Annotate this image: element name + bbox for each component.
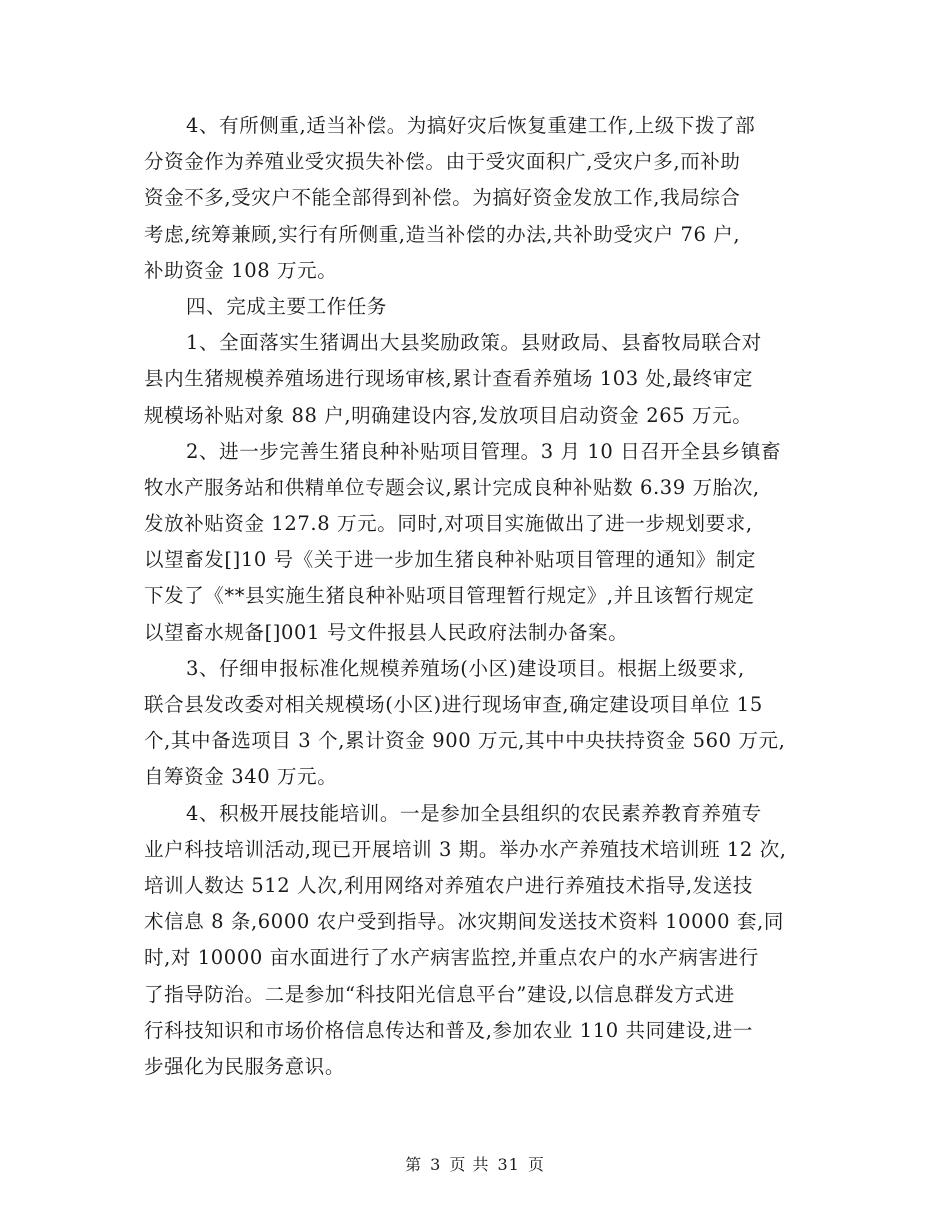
text-line: 3、仔细申报标准化规模养殖场(小区)建设项目。根据上级要求, (186, 656, 745, 680)
text-line: 步强化为民服务意识。 (144, 1054, 346, 1078)
text-line: 术信息 8 条,6000 农户受到指导。冰灾期间发送技术资料 10000 套,同 (144, 910, 784, 934)
page-number: 3 (430, 1155, 442, 1174)
text-line: 行科技知识和市场价格信息传达和普及,参加农业 110 共同建设,进一 (144, 1018, 753, 1042)
text-line: 发放补贴资金 127.8 万元。同时,对项目实施做出了进一步规划要求, (144, 512, 753, 536)
footer-prefix: 第 (405, 1155, 423, 1174)
text-line: 培训人数达 512 人次,利用网络对养殖农户进行养殖技术指导,发送技 (144, 873, 753, 897)
paragraph-breed-subsidy (144, 434, 804, 651)
paragraph-standard-farm (144, 651, 804, 796)
paragraph-training (144, 796, 804, 1086)
footer-mid: 页 共 (449, 1155, 490, 1174)
text-line: 补助资金 108 万元。 (144, 258, 338, 282)
total-pages: 31 (497, 1155, 520, 1174)
section-heading (144, 289, 804, 325)
text-line: 考虑,统筹兼顾,实行有所侧重,造当补偿的办法,共补助受灾户 76 户, (144, 222, 741, 246)
footer-suffix: 页 (527, 1155, 545, 1174)
document-body (144, 108, 804, 1085)
text-line: 以望畜水规备[]001 号文件报县人民政府法制办备案。 (144, 620, 629, 644)
text-line: 个,其中备选项目 3 个,累计资金 900 万元,其中中央扶持资金 560 万元, (144, 729, 786, 753)
text-line: 牧水产服务站和供精单位专题会议,累计完成良种补贴数 6.39 万胎次, (144, 475, 760, 499)
text-line: 县内生猪规模养殖场进行现场审核,累计查看养殖场 103 处,最终审定 (144, 367, 753, 391)
text-line: 时,对 10000 亩水面进行了水产病害监控,并重点农户的水产病害进行 (144, 946, 759, 970)
text-line: 1、全面落实生猪调出大县奖励政策。县财政局、县畜牧局联合对 (186, 331, 762, 355)
heading-line: 四、完成主要工作任务 (186, 294, 388, 318)
text-line: 4、积极开展技能培训。一是参加全县组织的农民素养教育养殖专 (186, 801, 762, 825)
text-line: 2、进一步完善生猪良种补贴项目管理。3 月 10 日召开全县乡镇畜 (186, 439, 782, 463)
text-line: 业户科技培训活动,现已开展培训 3 期。举办水产养殖技术培训班 12 次, (144, 837, 787, 861)
text-line: 4、有所侧重,适当补偿。为搞好灾后恢复重建工作,上级下拨了部 (186, 114, 756, 137)
paragraph-pig-policy (144, 325, 804, 434)
text-line: 联合县发改委对相关规模场(小区)进行现场审查,确定建设项目单位 15 (144, 693, 763, 716)
text-line: 分资金作为养殖业受灾损失补偿。由于受灾面积广,受灾户多,而补助 (144, 150, 741, 174)
text-line: 自筹资金 340 万元。 (144, 765, 338, 789)
text-line: 下发了《**县实施生猪良种补贴项目管理暂行规定》,并且该暂行规定 (144, 584, 755, 608)
text-line: 规模场补贴对象 88 户,明确建设内容,发放项目启动资金 265 万元。 (144, 403, 753, 427)
text-line: 以望畜发[]10 号《关于进一步加生猪良种补贴项目管理的通知》制定 (144, 548, 757, 572)
text-line: 了指导防治。二是参加“科技阳光信息平台”建设,以信息群发方式进 (144, 982, 735, 1006)
text-line: 资金不多,受灾户不能全部得到补偿。为搞好资金发放工作,我局综合 (144, 186, 741, 210)
page-footer (0, 1152, 950, 1175)
paragraph-compensation (144, 108, 804, 289)
